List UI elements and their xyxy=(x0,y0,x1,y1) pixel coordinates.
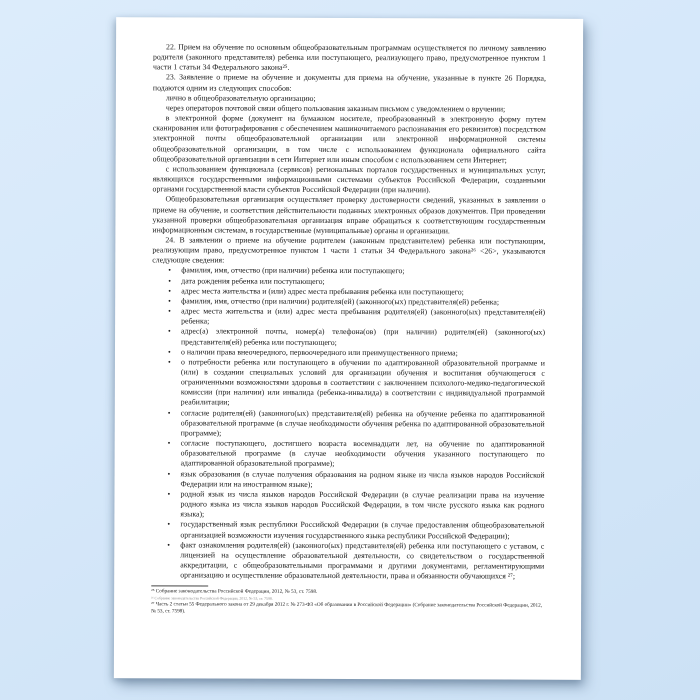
list-item-birth-date: • дата рождения ребенка или поступающего; xyxy=(168,276,545,287)
list-item-state-language: • государственный язык республики Российской Федерации (в случае предоставления общеобразовательной организацией возможности изучения государственного языка республики Российской Федерации); xyxy=(167,520,544,542)
list-item-child-address: • адрес места жительства и (или) адрес места пребывания ребенка или поступающего; xyxy=(168,286,545,297)
method-electronic: в электронной форме (документ на бумажном носителе, преобразованный в электронную форму путем сканирования или фотографирования с обеспечением машиночитаемого распознавания его реквизитов) посредством электронной почты общеобразовательной организации или электронной информационной системы общеобразовательной организации, в том числе с использованием функционала официального сайта общеобразовательной организации в сети Интернет или иным способом с использованием сети Интернет; xyxy=(152,113,546,165)
application-details-list xyxy=(151,266,545,582)
paragraph-verification: Общеобразовательная организация осуществляет проверку достоверности сведений, указанных в заявлении о приеме на обучение, и соответствия действительности поданных электронных образов документов. При проведении указанной проверки общеобразовательная организация вправе обращаться к соответствующим государственным информационным системам, в государственные (муниципальные) органы и организации. xyxy=(152,194,546,236)
list-item-adult-consent: • согласие поступающего, достигшего возраста восемнадцати лет, на обучение по адаптированной образовательной программе (в случае необходимости обучения указанного поступающего по адаптированной образовательной программе); xyxy=(168,438,545,470)
footnote-25: ²⁵ Собрание законодательства Российской Федерации, 2012, № 53, ст. 7598. xyxy=(151,588,318,596)
list-item-priority-right: • о наличии права внеочередного, первоочередного или преимущественного приема; xyxy=(168,347,545,358)
footnotes xyxy=(151,586,544,616)
list-item-native-language: • родной язык из числа языков народов Российской Федерации (в случае реализации права на изучение родного языка из числа языков народов Российской Федерации, в том числе русского языка как родного языка); xyxy=(167,489,544,521)
paragraph-23: 23. Заявление о приеме на обучение и документы для приема на обучение, указанные в пункте 26 Порядка, подаются одним из следующих способов: xyxy=(152,72,546,93)
footnote-separator xyxy=(151,586,208,587)
list-item-parent-consent: • согласие родителя(ей) (законного(ых) представителя(ей) ребенка на обучение ребенка по адаптированной образовательной программе (в случае необходимости обучения ребенка по адаптированной образовательной программе); xyxy=(168,408,545,440)
list-item-adapted-program-need: • о потребности ребенка или поступающего в обучении по адаптированной образовательной программе и (или) в создании специальных условий для организации обучения и воспитания обучающегося с ограниченными возможностями здоровья в соответствии с заключением психолого-медико-педагогической комиссии (при наличии) или инвалида (ребенка-инвалида) в соответствии с индивидуальной программой реабилитации; xyxy=(168,357,545,409)
paragraph-24: 24. В заявлении о приеме на обучение родителем (законным представителем) ребенка или поступающим, реализующим право, предусмотренное пунктом 1 части 1 статьи 34 Федерального закона²⁶ <26>, указываются следующие сведения: xyxy=(152,235,546,265)
method-postal: через операторов почтовой связи общего пользования заказным письмом с уведомлением о вручении; xyxy=(165,103,506,114)
method-portal: с использованием функционала (сервисов) региональных порталов государственных и муниципальных услуг, являющихся государственными информационными системами субъектов Российской Федерации, созданными органами государственной власти субъектов Российской Федерации (при наличии). xyxy=(152,164,546,195)
list-item-parent-address: • адрес места жительства и (или) адрес места пребывания родителя(ей) (законного(ых) представителя(ей) ребенка; xyxy=(168,306,545,328)
paragraph-22: 22. Прием на обучение по основным общеобразовательным программам осуществляется по личному заявлению родителя (законного представителя) ребенка или поступающего, реализующего право, предусмотренное пунктом 1 части 1 статьи 34 Федерального закона²⁵. xyxy=(152,42,547,73)
list-item-familiarization-fact: • факт ознакомления родителя(ей) (законного(ых) представителя(ей) ребенка или поступающего с уставом, с лицензией на осуществление образовательной деятельности, со свидетельством о государственной аккредитации, с общеобразовательными программами и другими документами, регламентирующими организацию и осуществление образовательной деятельности, права и обязанности обучающихся ²⁷; xyxy=(167,540,544,582)
list-item-parent-name: • фамилия, имя, отчество (при наличии) родителя(ей) (законного(ых) представителя(ей) ребенка; xyxy=(168,296,545,307)
list-item-child-name: • фамилия, имя, отчество (при наличии) ребенка или поступающего; xyxy=(168,266,545,277)
document-page xyxy=(114,17,583,680)
document-text xyxy=(151,42,546,665)
footnote-27: ²⁷ Часть 2 статьи 55 Федерального закона от 29 декабря 2012 г. № 273-ФЗ «Об образовании в Российской Федерации» (Собрание законодательства Российской Федерации, 2012, № 53, ст. 7598). xyxy=(151,601,543,615)
list-item-education-language: • язык образования (в случае получения образования на родном языке из числа языков народов Российской Федерации или на иностранном языке); xyxy=(168,469,545,491)
footnote-26: ²⁶ Собрание законодательства Российской Федерации, 2012, № 53, ст. 7598. xyxy=(151,596,273,601)
list-item-contacts: • адрес(а) электронной почты, номер(а) телефона(ов) (при наличии) родителя(ей) (законного(ых) представителя(ей) ребенка или поступающего; xyxy=(168,327,545,349)
method-in-person: лично в общеобразовательную организацию; xyxy=(165,93,316,103)
